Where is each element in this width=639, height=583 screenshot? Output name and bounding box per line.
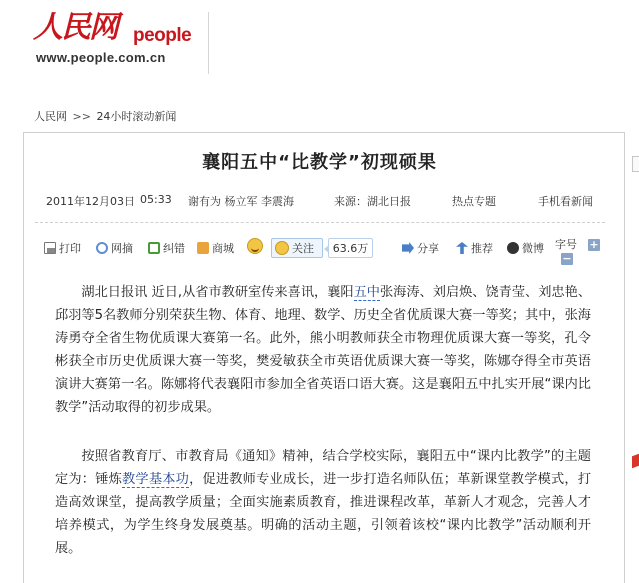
breadcrumb-separator: >> <box>72 110 91 123</box>
shop-label: 商城 <box>212 242 234 255</box>
keyword-link[interactable]: 五中 <box>353 285 380 300</box>
breadcrumb <box>34 108 176 124</box>
font-size-label: 字号 <box>555 238 577 251</box>
follow-count-badge: 63.6万 <box>328 238 373 258</box>
correct-button[interactable] <box>148 240 185 258</box>
logo-url: www.people.com.cn <box>36 50 166 65</box>
paragraph-text: 按照省教育厅、市教育局《通知》精神，结合学校实际，襄阳五中“课内比教学”的主题定为：锤炼 <box>55 449 591 487</box>
share-label: 分享 <box>417 242 439 255</box>
paragraph-text: ，促进教师专业成长，进一步打造名师队伍；革新课堂教学模式，打造高效课堂，提高教学质量；全面实施素质教育，推进课程改革，革新人才观念，完善人才培养模式，为学生终身发展奠基。明确的活动主题，引领着该校“课内比教学”活动顺利开展。 <box>55 472 592 556</box>
side-ad-marker[interactable] <box>632 454 639 469</box>
weibo-button[interactable] <box>507 240 544 258</box>
hot-topics-link[interactable]: 热点专题 <box>452 195 496 208</box>
side-tab[interactable] <box>632 156 639 172</box>
correction-icon <box>148 242 160 254</box>
article-paragraph <box>55 445 591 560</box>
follow-label: 关注 <box>292 242 314 255</box>
bookmark-icon <box>96 242 108 254</box>
smiley-icon[interactable] <box>247 238 263 254</box>
article-source-link[interactable]: 来源：湖北日报 <box>334 195 411 208</box>
weibo-label: 微博 <box>522 242 544 255</box>
article-paragraph <box>55 281 591 419</box>
correct-label: 纠错 <box>163 242 185 255</box>
breadcrumb-home-link[interactable]: 人民网 <box>34 110 67 123</box>
breadcrumb-section-link[interactable]: 24小时滚动新闻 <box>96 110 177 123</box>
printer-icon <box>44 242 56 254</box>
logo-chinese: 人民网 <box>33 10 117 45</box>
article-date: 2011年12月03日 <box>46 195 135 208</box>
follow-icon <box>275 241 289 255</box>
meta-divider <box>35 222 605 223</box>
pick-label: 网摘 <box>111 242 133 255</box>
paragraph-text: 张海涛、刘启焕、饶青莹、刘忠艳、邱羽等5名教师分别荣获生物、体育、地理、数学、历史全省优质课大赛一等奖；其中，张海涛勇夺全省生物优质课大赛第一名。此外，熊小明教师获全市物理优质课大赛一等奖，孔令彬获全市历史优质课大赛一等奖，樊爱敏获全市英语优质课大赛一等奖，陈娜夺得全市英语演讲大赛第一名。陈娜将代表襄阳市参加全省英语口语大赛。这是襄阳五中扎实开展“课内比教学”活动取得的初步成果。 <box>55 285 592 415</box>
share-icon <box>402 242 414 254</box>
mobile-news-link[interactable]: 手机看新闻 <box>538 195 593 208</box>
article-time: 05:33 <box>140 193 172 206</box>
header-divider <box>208 12 209 74</box>
print-label: 打印 <box>59 242 81 255</box>
article-authors: 谢有为 杨立军 李震海 <box>188 195 294 208</box>
recommend-label: 推荐 <box>471 242 493 255</box>
font-size-decrease-button[interactable]: − <box>562 252 572 265</box>
pick-button[interactable] <box>96 240 133 258</box>
recommend-icon <box>456 242 468 254</box>
paragraph-text: 湖北日报讯 近日,从省市教研室传来喜讯，襄阳 <box>81 285 354 300</box>
shop-button[interactable] <box>197 240 234 258</box>
site-logo[interactable] <box>33 8 213 72</box>
recommend-button[interactable] <box>456 240 493 258</box>
follow-button[interactable] <box>271 238 323 258</box>
share-button[interactable] <box>402 240 439 258</box>
font-size-increase-button[interactable]: + <box>589 238 599 251</box>
keyword-link[interactable]: 教学基本功 <box>122 472 190 487</box>
logo-english: people <box>133 25 192 46</box>
article-title: 襄阳五中“比教学”初现硕果 <box>202 152 437 173</box>
shop-icon <box>197 242 209 254</box>
print-button[interactable] <box>44 240 81 258</box>
weibo-icon <box>507 242 519 254</box>
